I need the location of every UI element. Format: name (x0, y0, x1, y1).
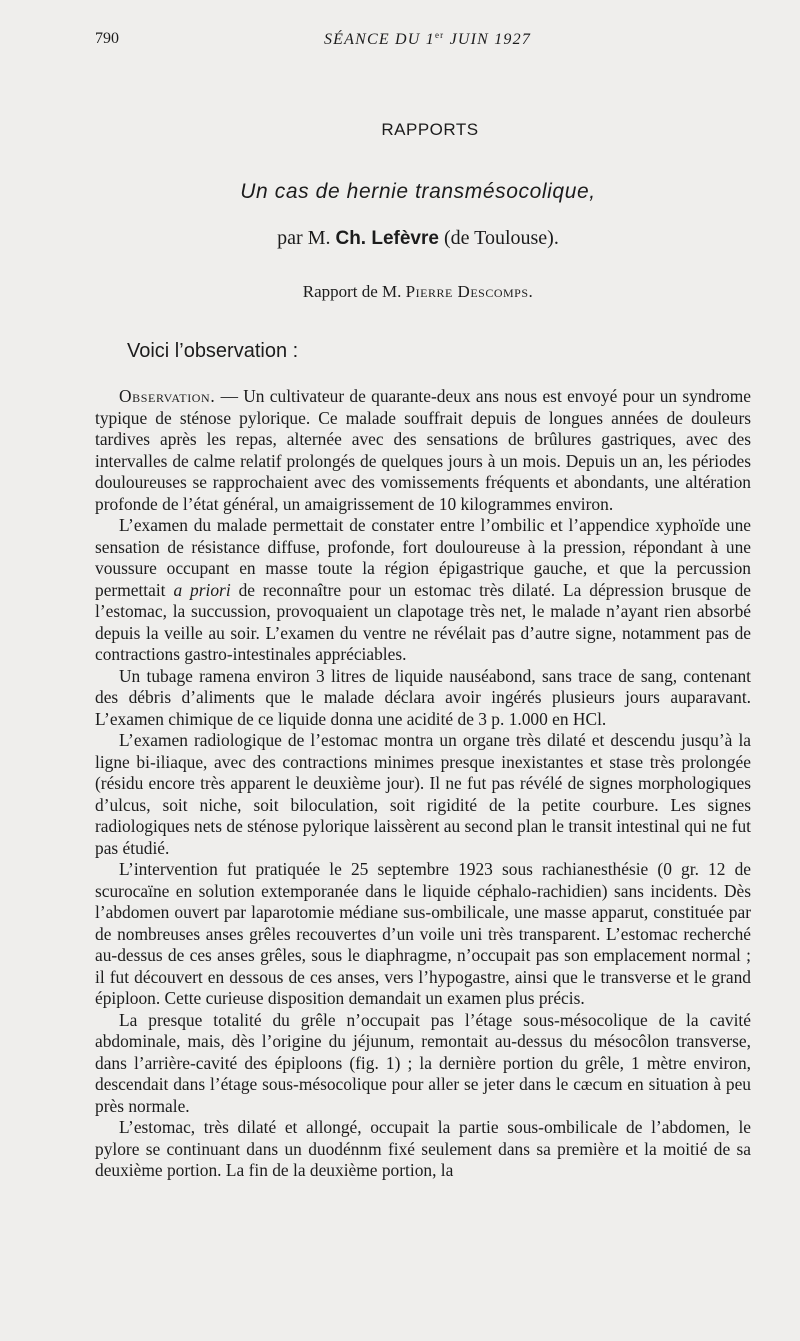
paragraph-1-text: — Un cultivateur de quarante-deux ans nous est envoyé pour un syndrome typique de sténose pylorique. Ce malade souffrait depuis de longues années de douleurs tardives après les repas, alternée avec des sensations de brûlures gastriques, avec des intervalles de calme relatif prolongés de quelques jours à un mois. Depuis un an, les périodes douloureuses se rapprochaient avec des vomissements fréquents et abondants, une altération profonde de l’état général, un amaigrissement de 10 kilogrammes environ. (95, 386, 751, 514)
article-title: Un cas de hernie transmésocolique, (240, 180, 596, 203)
section-heading: RAPPORTS (381, 120, 479, 139)
reporter-name: Pierre Descomps. (405, 282, 534, 301)
paragraph-2-before: L’examen du malade permettait de constater entre l’ombilic et l’appendice xyphoïde une sensation de résistance diffuse, profonde, fort douloureuse à la pression, répondant à une voussure occupant en masse toute la région épigastrique gauche, et que la percussion permettait (95, 515, 751, 600)
header-title-prefix: SÉANCE DU 1 (323, 31, 435, 48)
byline-prefix: par M. (277, 227, 331, 249)
paragraph-examination (95, 515, 751, 666)
paragraph-2-italic: a priori (173, 579, 231, 600)
intro-line: Voici l’observation : (127, 340, 299, 362)
body-text (95, 386, 751, 1182)
byline-suffix: (de Toulouse). (443, 227, 559, 249)
paragraph-radiology: L’examen radiologique de l’estomac montra un organe très dilaté et descendu jusqu’à la ligne bi-iliaque, avec des contractions minimes presque inexistantes et stase très prolongée (résidu encore très apparent le deuxième jour). Il ne fut pas révélé de signes morphologiques d’ulcus, soit niche, soit biloculation, soit rigidité de la petite courbure. Les signes radiologiques nets de sténose pylorique laissèrent au second plan le transit intestinal qui ne fut pas étudié. (95, 730, 751, 858)
running-head (95, 30, 750, 52)
header-title-sup: er (434, 30, 445, 40)
report-by (0, 282, 800, 302)
paragraph-small-intestine: La presque totalité du grêle n’occupait pas l’étage sous-mésocolique de la cavité abdominale, mais, dès l’origine du jéjunum, remontait au-dessus du mésocôlon transverse, dans l’arrière-cavité des épiploons (fig. 1) ; la dernière portion du grêle, 1 mètre environ, descendait dans l’étage sous-mésocolique pour aller se jeter dans le cæcum en situation à peu près normale. (95, 1009, 751, 1116)
paragraph-2-after: de reconnaître pour un estomac très dilaté. La dépression brusque de l’estomac, la succussion, provoquaient un clapotage très net, le malade n’ayant rien absorbé depuis la veille au soir. L’examen du ventre ne révélait pas d’autre signe, notamment pas de contractions gastro-intestinales appréciables. (95, 579, 751, 664)
report-prefix: Rapport de M. (302, 282, 402, 301)
author-name: Ch. Lefèvre (335, 228, 439, 249)
header-title (95, 30, 750, 49)
byline (0, 227, 800, 250)
paragraph-observation (95, 386, 751, 515)
observation-label: Observation. (119, 386, 216, 406)
paragraph-intervention: L’intervention fut pratiquée le 25 septembre 1923 sous rachianesthésie (0 gr. 12 de scurocaïne en solution extemporanée dans le liquide céphalo-rachidien) sans incidents. Dès l’abdomen ouvert par laparotomie médiane sus-ombilicale, une masse apparut, constituée par de nombreuses anses grêles recouvertes d’un voile uni très transparent. L’estomac recherché au-dessus de ces anses grêles, sous le diaphragme, n’occupait pas son emplacement normal ; il fut découvert en dessous de ces anses, vers l’hypogastre, ainsi que le transverse et le grand épiploon. Cette curieuse disposition demandait un examen plus précis. (95, 859, 751, 1008)
header-title-suffix: JUIN 1927 (449, 31, 532, 48)
page-number: 790 (95, 30, 119, 47)
paragraph-stomach: L’estomac, très dilaté et allongé, occupait la partie sous-ombilicale de l’abdomen, le pylore se continuant dans un duodénnm fixé seulement dans sa première et la moitié de sa deuxième portion. La fin de la deuxième portion, la (95, 1117, 751, 1180)
paragraph-tubage: Un tubage ramena environ 3 litres de liquide nauséabond, sans trace de sang, contenant des débris d’aliments que le malade déclara avoir ingérés plusieurs jours auparavant. L’examen chimique de ce liquide donna une acidité de 3 p. 1.000 en HCl. (95, 665, 751, 729)
